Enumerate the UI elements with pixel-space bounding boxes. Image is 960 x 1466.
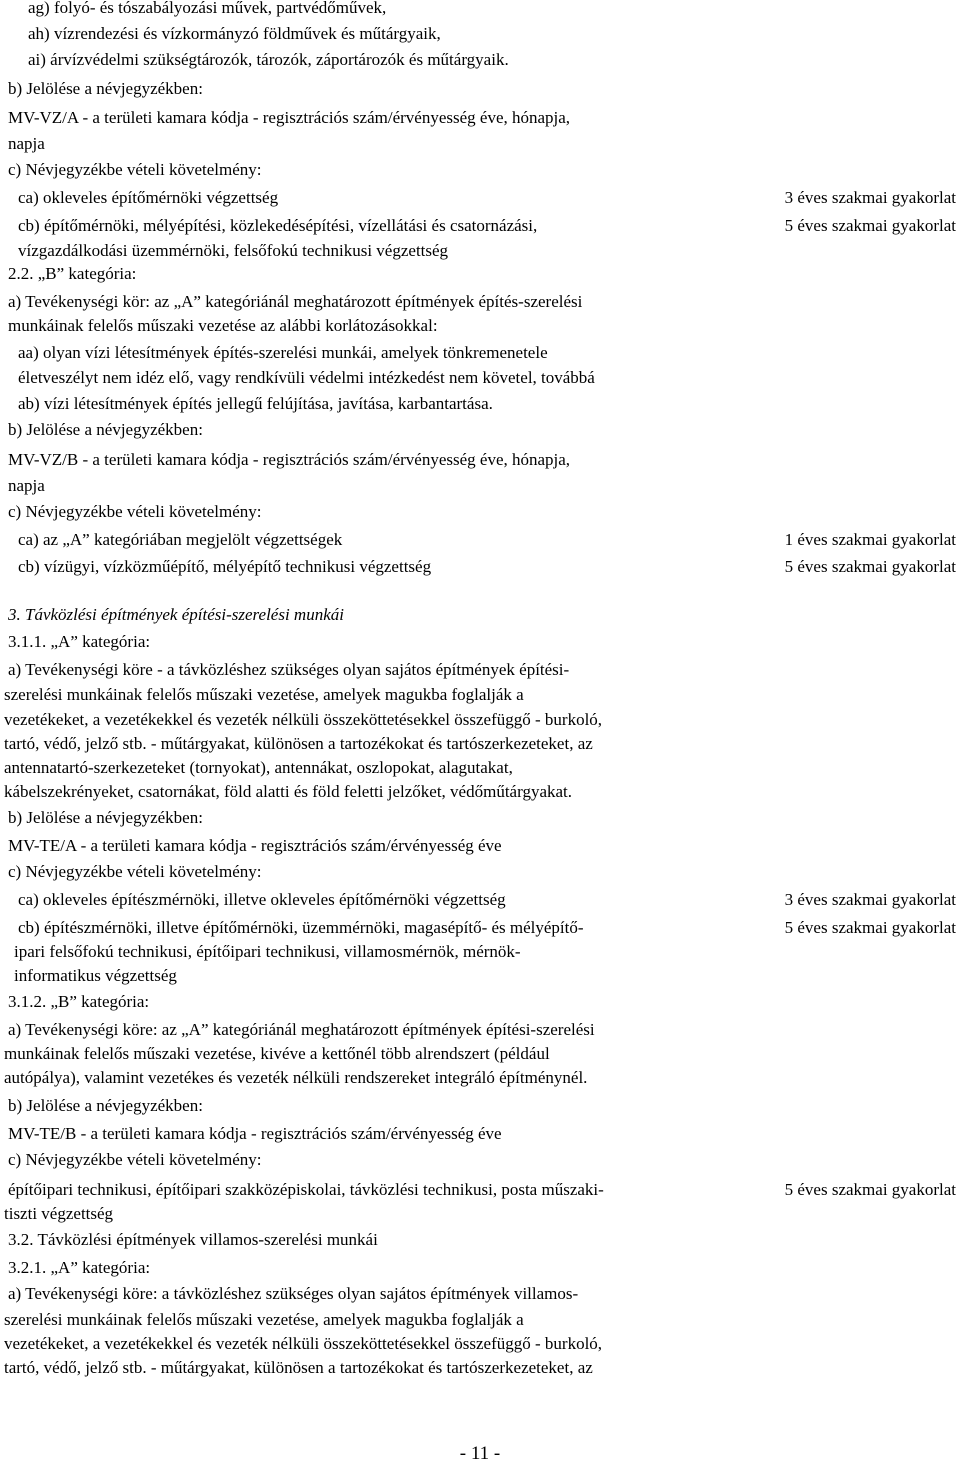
text-line: ipari felsőfokú technikusi, építőipari technikusi, villamosmérnök, mérnök-: [14, 942, 521, 961]
text-line: vezetékeket, a vezetékekkel és vezeték nélküli összeköttetésekkel összefüggő - burkoló,: [4, 1334, 603, 1353]
text-line: aa) olyan vízi létesítmények építés-szerelési munkái, amelyek tönkremenetele: [18, 343, 548, 362]
text-line: MV-VZ/B - a területi kamara kódja - regisztrációs szám/érvényesség éve, hónapja,: [8, 450, 571, 469]
text-line: vízgazdálkodási üzemmérnöki, felsőfokú technikusi végzettség: [18, 241, 449, 260]
text-line: tartó, védő, jelző stb. - műtárgyakat, különösen a tartozékokat és tartószerkezeteket, az: [4, 1358, 593, 1377]
requirement-label: 3 éves szakmai gyakorlat: [784, 890, 956, 909]
page-number: - 11 -: [459, 1443, 501, 1464]
text-line: MV-VZ/A - a területi kamara kódja - regisztrációs szám/érvényesség éve, hónapja,: [8, 108, 571, 127]
text-line: napja: [8, 476, 45, 495]
text-line: tiszti végzettség: [4, 1204, 114, 1223]
requirement-label: 1 éves szakmai gyakorlat: [784, 530, 956, 549]
section-heading: 3. Távközlési építmények építési-szerelési munkái: [8, 605, 344, 624]
text-line: ah) vízrendezési és vízkormányzó földművek és műtárgyaik,: [28, 24, 441, 43]
text-line: szerelési munkáinak felelős műszaki vezetése, amelyek magukba foglalják a: [4, 1310, 524, 1329]
text-line: a) Tevékenységi köre: a távközléshez szükséges olyan sajátos építmények villamos-: [8, 1284, 579, 1303]
text-line: b) Jelölése a névjegyzékben:: [8, 420, 203, 439]
text-line: c) Névjegyzékbe vételi követelmény:: [8, 862, 262, 881]
text-line: munkáinak felelős műszaki vezetése, kivéve a kettőnél több alrendszert (például: [4, 1044, 550, 1063]
text-line: cb) építőmérnöki, mélyépítési, közlekedésépítési, vízellátási és csatornázási,: [18, 216, 538, 235]
text-line: informatikus végzettség: [14, 966, 177, 985]
text-line: cb) vízügyi, vízközműépítő, mélyépítő technikusi végzettség: [18, 557, 432, 576]
text-line: építőipari technikusi, építőipari szakközépiskolai, távközlési technikusi, posta műszaki-: [8, 1180, 604, 1199]
text-line: ca) okleveles építőmérnöki végzettség: [18, 188, 279, 207]
text-line: b) Jelölése a névjegyzékben:: [8, 808, 203, 827]
text-line: b) Jelölése a névjegyzékben:: [8, 79, 203, 98]
text-line: kábelszekrényeket, csatornákat, föld alatti és föld feletti jelzőket, védőműtárgyakat.: [4, 782, 573, 801]
text-line: ab) vízi létesítmények építés jellegű felújítása, javítása, karbantartása.: [18, 394, 493, 413]
section-heading: 3.2. Távközlési építmények villamos-szerelési munkái: [8, 1230, 378, 1249]
text-line: tartó, védő, jelző stb. - műtárgyakat, különösen a tartozékokat és tartószerkezeteket, az: [4, 734, 593, 753]
text-line: antennatartó-szerkezeteket (tornyokat), antennákat, oszlopokat, alagutakat,: [4, 758, 513, 777]
text-line: ca) okleveles építészmérnöki, illetve okleveles építőmérnöki végzettség: [18, 890, 506, 909]
requirement-label: 5 éves szakmai gyakorlat: [784, 1180, 956, 1199]
text-line: vezetékeket, a vezetékekkel és vezeték nélküli összeköttetésekkel összefüggő - burkoló,: [4, 710, 603, 729]
text-line: ca) az „A” kategóriában megjelölt végzettségek: [18, 530, 343, 549]
text-line: MV-TE/A - a területi kamara kódja - regisztrációs szám/érvényesség éve: [8, 836, 502, 855]
section-heading: 3.2.1. „A” kategória:: [8, 1258, 151, 1277]
text-line: b) Jelölése a névjegyzékben:: [8, 1096, 203, 1115]
text-line: szerelési munkáinak felelős műszaki vezetése, amelyek magukba foglalják a: [4, 685, 524, 704]
requirement-label: 3 éves szakmai gyakorlat: [784, 188, 956, 207]
text-line: napja: [8, 134, 45, 153]
text-line: c) Névjegyzékbe vételi követelmény:: [8, 160, 262, 179]
text-line: c) Névjegyzékbe vételi követelmény:: [8, 1150, 262, 1169]
text-line: ag) folyó- és tószabályozási művek, partvédőművek,: [28, 0, 387, 17]
text-line: munkáinak felelős műszaki vezetése az alábbi korlátozásokkal:: [8, 316, 438, 335]
text-line: a) Tevékenységi köre: az „A” kategóriánál meghatározott építmények építési-szerelési: [8, 1020, 595, 1039]
text-line: autópálya), valamint vezetékes és vezeték nélküli rendszereket integráló építménynél.: [4, 1068, 588, 1087]
text-line: a) Tevékenységi köre - a távközléshez szükséges olyan sajátos építmények építési-: [8, 660, 570, 679]
requirement-label: 5 éves szakmai gyakorlat: [784, 918, 956, 937]
text-line: ai) árvízvédelmi szükségtározók, tározók, záportározók és műtárgyaik.: [28, 50, 509, 69]
text-line: MV-TE/B - a területi kamara kódja - regisztrációs szám/érvényesség éve: [8, 1124, 502, 1143]
section-heading: 2.2. „B” kategória:: [8, 264, 137, 283]
text-line: cb) építészmérnöki, illetve építőmérnöki, üzemmérnöki, magasépítő- és mélyépítő-: [18, 918, 584, 937]
text-line: a) Tevékenységi kör: az „A” kategóriánál meghatározott építmények építés-szerelési: [8, 292, 583, 311]
requirement-label: 5 éves szakmai gyakorlat: [784, 557, 956, 576]
requirement-label: 5 éves szakmai gyakorlat: [784, 216, 956, 235]
section-heading: 3.1.1. „A” kategória:: [8, 632, 151, 651]
text-line: c) Névjegyzékbe vételi követelmény:: [8, 502, 262, 521]
section-heading: 3.1.2. „B” kategória:: [8, 992, 150, 1011]
text-line: életveszélyt nem idéz elő, vagy rendkívüli védelmi intézkedést nem követel, továbbá: [18, 368, 595, 387]
